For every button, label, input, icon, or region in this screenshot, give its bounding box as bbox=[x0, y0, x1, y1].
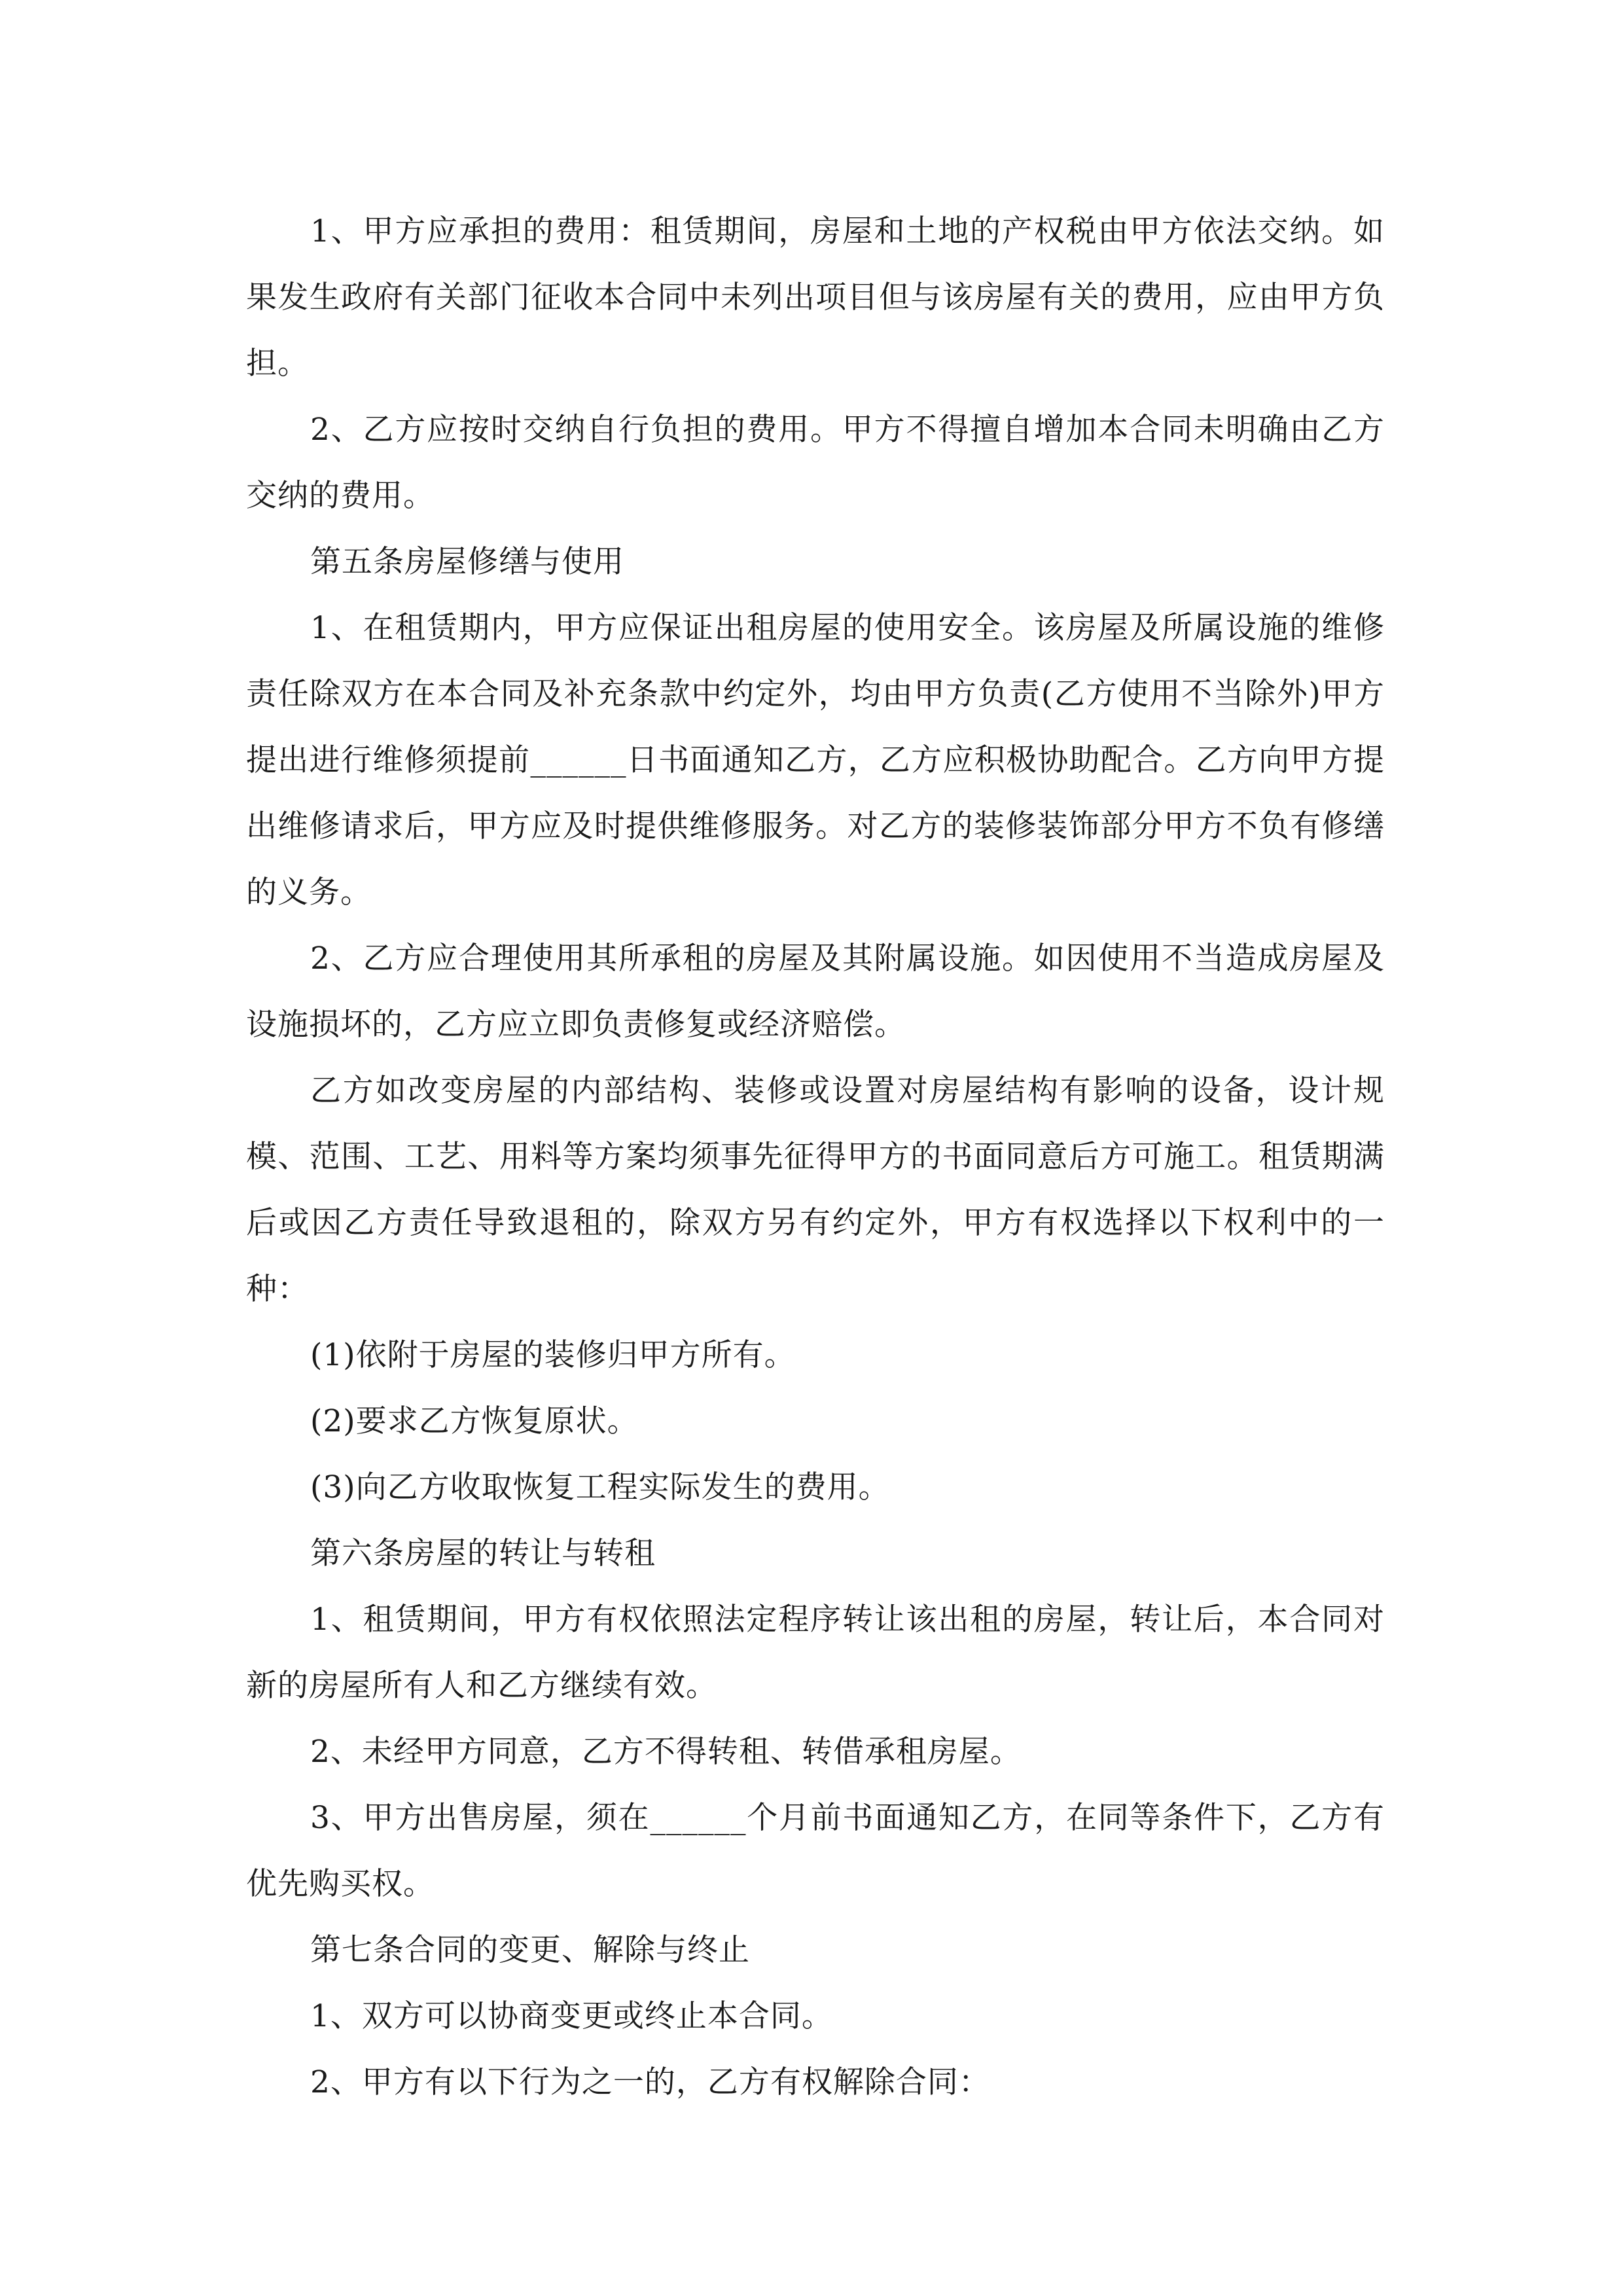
paragraph-preemptive-right: 3、甲方出售房屋，须在______个月前书面通知乙方，在同等条件下，乙方有优先购买权。 bbox=[246, 1800, 1385, 1902]
list-item-option-2: (2)要求乙方恢复原状。 bbox=[310, 1403, 639, 1439]
paragraph-mutual-termination: 1、双方可以协商变更或终止本合同。 bbox=[310, 1998, 833, 2034]
paragraph-proper-use: 2、乙方应合理使用其所承租的房屋及其附属设施。如因使用不当造成房屋及设施损坏的，乙方应立即负责修复或经济赔偿。 bbox=[246, 941, 1385, 1043]
paragraph-transfer: 1、租赁期间，甲方有权依照法定程序转让该出租的房屋，转让后，本合同对新的房屋所有人和乙方继续有效。 bbox=[246, 1602, 1385, 1704]
paragraph-lessee-rescission: 2、甲方有以下行为之一的，乙方有权解除合同： bbox=[310, 2064, 990, 2100]
article-6-heading: 第六条房屋的转让与转租 bbox=[310, 1535, 656, 1571]
document-body bbox=[246, 198, 1385, 2115]
paragraph-repair-duty: 1、在租赁期内，甲方应保证出租房屋的使用安全。该房屋及所属设施的维修责任除双方在本合同及补充条款中约定外，均由甲方负责(乙方使用不当除外)甲方提出进行维修须提前______日书面通知乙方，乙方应积极协助配合。乙方向甲方提出维修请求后，甲方应及时提供维修服务。对乙方的装修装饰部分甲方不负有修缮的义务。 bbox=[246, 610, 1385, 910]
list-item-option-1: (1)依附于房屋的装修归甲方所有。 bbox=[310, 1337, 796, 1373]
article-7-heading: 第七条合同的变更、解除与终止 bbox=[310, 1932, 750, 1968]
article-5-heading: 第五条房屋修缮与使用 bbox=[310, 544, 624, 580]
paragraph-sublease: 2、未经甲方同意，乙方不得转租、转借承租房屋。 bbox=[310, 1734, 1022, 1770]
paragraph-expenses-lessor: 1、甲方应承担的费用：租赁期间，房屋和土地的产权税由甲方依法交纳。如果发生政府有关部门征收本合同中未列出项目但与该房屋有关的费用，应由甲方负担。 bbox=[246, 213, 1385, 382]
paragraph-expenses-lessee: 2、乙方应按时交纳自行负担的费用。甲方不得擅自增加本合同未明确由乙方交纳的费用。 bbox=[246, 412, 1385, 514]
paragraph-alterations: 乙方如改变房屋的内部结构、装修或设置对房屋结构有影响的设备，设计规模、范围、工艺、用料等方案均须事先征得甲方的书面同意后方可施工。租赁期满后或因乙方责任导致退租的，除双方另有约定外，甲方有权选择以下权利中的一种： bbox=[246, 1073, 1385, 1307]
list-item-option-3: (3)向乙方收取恢复工程实际发生的费用。 bbox=[310, 1469, 890, 1505]
